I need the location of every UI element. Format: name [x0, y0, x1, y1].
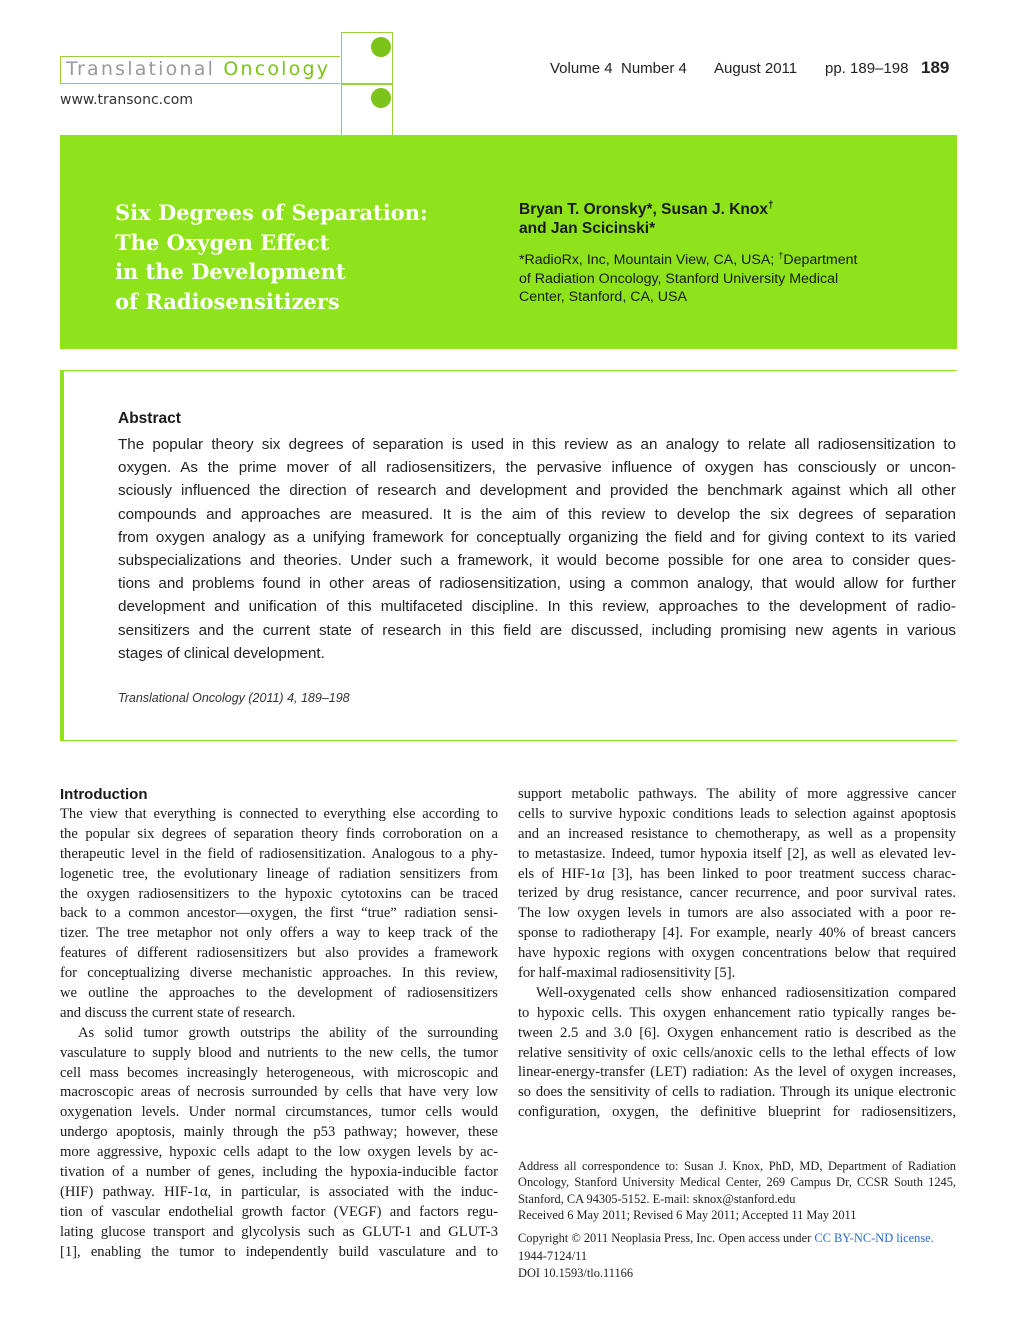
abstract-line: tions and problems found in other areas of radiosensitization, using a common analogy, that would allow for further — [118, 575, 956, 593]
body-line: logenetic tree, the evolutionary lineage of radiation sensitizers from — [60, 865, 498, 882]
body-line: tion of vascular endothelial growth factor (VEGF) and factors regu- — [60, 1203, 498, 1220]
title-line: Six Degrees of Separation: — [115, 200, 428, 225]
body-line: linear-energy-transfer (LET) radiation: As the level of oxygen increases, — [518, 1064, 956, 1081]
body-line: the popular six degrees of separation theory finds corroboration on a — [60, 825, 498, 842]
body-line: The low oxygen levels in tumors are also associated with a poor re- — [518, 905, 956, 922]
title-line: The Oxygen Effect — [115, 229, 330, 255]
affiliation-stanford-start: Department — [783, 252, 858, 268]
page-number: 189 — [921, 58, 950, 77]
title-line: in the Development — [115, 259, 346, 284]
introduction-heading: Introduction — [60, 786, 148, 803]
body-line: and an increased resistance to chemotherapy, as well as a propensity — [518, 825, 956, 842]
affiliations — [519, 251, 899, 307]
body-line: cell mass becomes increasingly heterogeneous, with microscopic and — [60, 1064, 498, 1081]
issue-number-label: Number 4 — [621, 60, 687, 77]
body-line: macroscopic areas of necrosis surrounded by cells that have very low — [60, 1084, 498, 1101]
authors-line-2: and Jan Scicinski* — [519, 220, 656, 237]
body-line: The view that everything is connected to everything else according to — [60, 806, 498, 822]
issn-text: 1944-7124/11 — [518, 1248, 588, 1263]
body-line: tivation of a number of genes, including the hypoxia-inducible factor — [60, 1164, 498, 1181]
correspondence-line: Address all correspondence to: Susan J. Knox, PhD, MD, Department of Radiation — [518, 1159, 956, 1173]
abstract-line: stages of clinical development. — [118, 644, 325, 662]
logo-dot-bottom-icon — [371, 88, 391, 108]
abstract-heading: Abstract — [118, 410, 181, 427]
body-line: more aggressive, hypoxic cells adapt to the low oxygen levels by ac- — [60, 1144, 498, 1161]
copyright-text: Copyright © 2011 Neoplasia Press, Inc. — [518, 1231, 716, 1245]
body-line: back to a common ancestor—oxygen, the first “true” radiation sensi- — [60, 905, 498, 922]
abstract-line: development and unification of this multifaceted discipline. In this review, approaches to the development of radio- — [118, 598, 956, 616]
affiliation-radiorx: *RadioRx, Inc, Mountain View, CA, USA; — [519, 252, 775, 268]
body-line: support metabolic pathways. The ability of more aggressive cancer — [518, 786, 956, 802]
abstract-line: sensitizers and the current state of research in this field are discussed, including promising new agents in various — [118, 621, 956, 639]
body-line: to hypoxic cells. This oxygen enhancement ratio typically ranges be- — [518, 1004, 956, 1021]
body-line: to metastasize. Indeed, tumor hypoxia itself [2], as well as elevated lev- — [518, 845, 956, 862]
body-line: [1], enabling the tumor to independently build vasculature and to — [60, 1243, 498, 1260]
issue-date-label: August 2011 — [714, 60, 798, 77]
body-line: for half-maximal radiosensitivity [5]. — [518, 965, 736, 982]
body-line: cells to survive hypoxic conditions leads to selection against apoptosis — [518, 805, 956, 822]
body-column-left — [60, 805, 498, 1262]
abstract-body — [118, 433, 956, 665]
abstract-line: sciously influenced the direction of research and development and provided the benchmark against which all other — [118, 482, 956, 500]
author-list — [519, 200, 899, 238]
dagger-mark: † — [767, 199, 774, 211]
body-line: Well-oxygenated cells show enhanced radiosensitization compared — [536, 984, 956, 1001]
body-line: so does the sensitivity of cells to radiation. Through its unique electronic — [518, 1084, 956, 1101]
body-line: terized by drug resistance, cancer recurrence, and poor survival rates. — [518, 885, 956, 902]
authors-line-1: Bryan T. Oronsky*, Susan J. Knox — [519, 201, 768, 218]
journal-name-part1: Translational — [66, 58, 216, 80]
journal-name-part2: Oncology — [223, 58, 331, 80]
article-title — [115, 198, 475, 316]
affiliation-line: Center, Stanford, CA, USA — [519, 289, 687, 305]
abstract-line: subspecializations and theories. Under such a framework, it would become possible for one area to consider ques- — [118, 551, 956, 569]
license-link[interactable]: CC BY-NC-ND license. — [814, 1231, 934, 1245]
body-line: features of different radiosensitizers but also provides a framework — [60, 945, 498, 962]
journal-logo-text — [66, 58, 330, 80]
dagger-mark: † — [778, 250, 784, 261]
open-access-text: Open access under — [718, 1231, 812, 1245]
logo-dot-top-icon — [371, 37, 391, 57]
journal-website-link[interactable]: www.transonc.com — [60, 92, 193, 108]
abstract-bottom-rule — [60, 740, 957, 741]
body-line: and discuss the current state of research. — [60, 1004, 296, 1021]
body-line: lating glucose transport and glycolysis such as GLUT-1 and GLUT-3 — [60, 1223, 498, 1240]
correspondence-footnote — [518, 1158, 956, 1224]
body-line: relative sensitivity of oxic cells/anoxic cells to the lethal effects of low — [518, 1044, 956, 1061]
correspondence-line: Stanford, CA 94305-5152. E-mail: sknox@stanford.edu — [518, 1191, 796, 1206]
abstract-left-bar — [60, 370, 64, 741]
body-line: have hypoxic regions with oxygen concentrations below that required — [518, 945, 956, 962]
body-line: vasculature to supply blood and nutrients to the new cells, the tumor — [60, 1044, 498, 1061]
correspondence-line: Oncology, Stanford University Medical Center, 269 Campus Dr, CCSR South 1245, — [518, 1175, 956, 1190]
body-line: As solid tumor growth outstrips the ability of the surrounding — [78, 1024, 498, 1041]
body-line: for conceptualizing diverse mechanistic approaches. In this review, — [60, 965, 498, 982]
journal-citation: Translational Oncology (2011) 4, 189–198 — [118, 691, 350, 705]
abstract-line: The popular theory six degrees of separation is used in this review as an analogy to relate all radiosensitization to — [118, 436, 956, 453]
body-line: undergo apoptosis, mainly through the p53 pathway; however, these — [60, 1124, 498, 1141]
body-line: oxygenation levels. Under normal circumstances, tumor cells would — [60, 1104, 498, 1121]
copyright-block — [518, 1230, 956, 1283]
abstract-top-rule — [60, 370, 957, 371]
page-range-label: pp. 189–198 — [825, 60, 909, 77]
doi-text: DOI 10.1593/tlo.11166 — [518, 1266, 634, 1280]
received-dates: Received 6 May 2011; Revised 6 May 2011; Accepted 11 May 2011 — [518, 1208, 857, 1223]
body-line: tween 2.5 and 3.0 [6]. Oxygen enhancement ratio is described as the — [518, 1024, 956, 1041]
title-line: of Radiosensitizers — [115, 288, 340, 314]
body-line: we outline the approaches to the development of radiosensitizers — [60, 985, 498, 1002]
body-line: the oxygen radiosensitizers to the hypoxic cytotoxins can be traced — [60, 885, 498, 902]
body-line: els of HIF-1α [3], has been linked to poor treatment success charac- — [518, 865, 956, 882]
body-line: tizer. The tree metaphor not only offers a way to keep track of the — [60, 925, 498, 942]
abstract-line: from oxygen analogy as a unifying framework for conceptually organizing the field and for giving context to its varied — [118, 528, 956, 546]
body-line: therapeutic level in the field of radiosensitization. Analogous to a phy- — [60, 845, 498, 862]
affiliation-line: of Radiation Oncology, Stanford University Medical — [519, 270, 839, 287]
volume-label: Volume 4 — [550, 60, 613, 77]
abstract-line: compounds and approaches are measured. It is the aim of this review to develop the six degrees of separation — [118, 505, 956, 523]
body-column-right — [518, 785, 956, 1123]
abstract-line: oxygen. As the prime mover of all radiosensitizers, the pervasive influence of oxygen has consciously or uncon- — [118, 459, 956, 477]
body-line: sponse to radiotherapy [4]. For example, nearly 40% of breast cancers — [518, 925, 956, 942]
body-line: configuration, oxygen, the definitive blueprint for radiosensitizers, — [518, 1104, 956, 1121]
body-line: (HIF) pathway. HIF-1α, in particular, is associated with the induc- — [60, 1183, 498, 1200]
